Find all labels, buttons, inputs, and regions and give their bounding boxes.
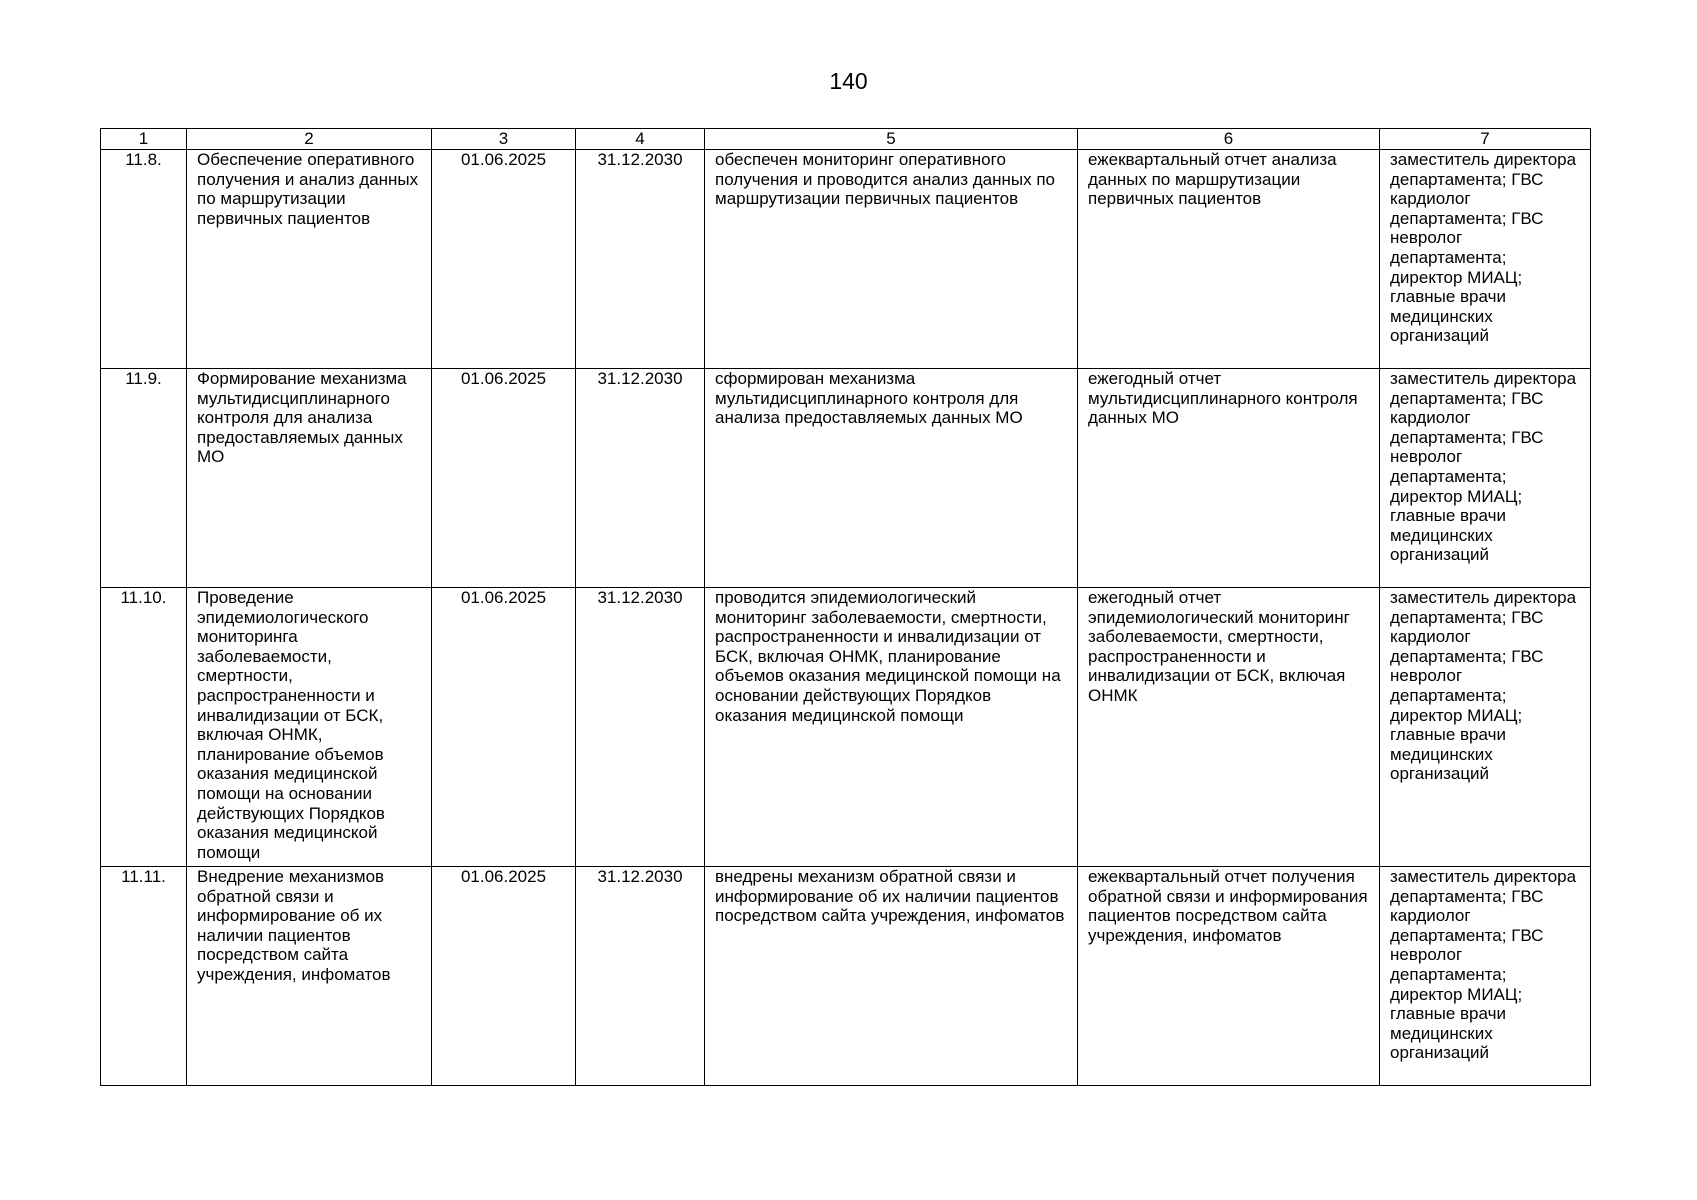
control-cell: ежеквартальный отчет анализа данных по маршрутизации первичных пациентов (1078, 150, 1380, 369)
start-date-cell: 01.06.2025 (432, 150, 576, 369)
task-cell: Внедрение механизмов обратной связи и информирование об их наличии пациентов посредством сайта учреждения, инфоматов (187, 867, 432, 1086)
end-date-cell: 31.12.2030 (576, 150, 705, 369)
header-col-1: 1 (101, 129, 187, 150)
responsible-cell: заместитель директора департамента; ГВС кардиолог департамента; ГВС невролог департамента; директор МИАЦ; главные врачи медицинских организаций (1380, 867, 1591, 1086)
table-row (101, 867, 1591, 1086)
header-col-5: 5 (705, 129, 1078, 150)
table-row (101, 150, 1591, 369)
row-number-cell: 11.8. (101, 150, 187, 369)
result-cell: проводится эпидемиологический мониторинг заболеваемости, смертности, распространенности и инвалидизации от БСК, включая ОНМК, планирование объемов оказания медицинской помощи на основании действующих Порядков оказания медицинской помощи (705, 588, 1078, 867)
control-cell: ежегодный отчет эпидемиологический мониторинг заболеваемости, смертности, распространенности и инвалидизации от БСК, включая ОНМК (1078, 588, 1380, 867)
end-date-cell: 31.12.2030 (576, 867, 705, 1086)
start-date-cell: 01.06.2025 (432, 588, 576, 867)
result-cell: обеспечен мониторинг оперативного получения и проводится анализ данных по маршрутизации первичных пациентов (705, 150, 1078, 369)
row-number-cell: 11.11. (101, 867, 187, 1086)
control-cell: ежеквартальный отчет получения обратной связи и информирования пациентов посредством сайта учреждения, инфоматов (1078, 867, 1380, 1086)
control-cell: ежегодный отчет мультидисциплинарного контроля данных МО (1078, 369, 1380, 588)
table-row (101, 369, 1591, 588)
end-date-cell: 31.12.2030 (576, 588, 705, 867)
row-number-cell: 11.9. (101, 369, 187, 588)
start-date-cell: 01.06.2025 (432, 369, 576, 588)
table-row (101, 588, 1591, 867)
header-col-7: 7 (1380, 129, 1591, 150)
header-col-2: 2 (187, 129, 432, 150)
responsible-cell: заместитель директора департамента; ГВС кардиолог департамента; ГВС невролог департамента; директор МИАЦ; главные врачи медицинских организаций (1380, 588, 1591, 867)
header-col-3: 3 (432, 129, 576, 150)
responsible-cell: заместитель директора департамента; ГВС кардиолог департамента; ГВС невролог департамента; директор МИАЦ; главные врачи медицинских организаций (1380, 150, 1591, 369)
task-cell: Проведение эпидемиологического мониторинга заболеваемости, смертности, распространенности и инвалидизации от БСК, включая ОНМК, планирование объемов оказания медицинской помощи на основании действующих Порядков оказания медицинской помощи (187, 588, 432, 867)
result-cell: сформирован механизма мультидисциплинарного контроля для анализа предоставляемых данных МО (705, 369, 1078, 588)
action-plan-table (100, 128, 1591, 1086)
task-cell: Формирование механизма мультидисциплинарного контроля для анализа предоставляемых данных МО (187, 369, 432, 588)
task-cell: Обеспечение оперативного получения и анализ данных по маршрутизации первичных пациентов (187, 150, 432, 369)
header-col-4: 4 (576, 129, 705, 150)
header-row (101, 129, 1591, 150)
result-cell: внедрены механизм обратной связи и информирование об их наличии пациентов посредством сайта учреждения, инфоматов (705, 867, 1078, 1086)
page-number: 140 (829, 68, 868, 94)
responsible-cell: заместитель директора департамента; ГВС кардиолог департамента; ГВС невролог департамента; директор МИАЦ; главные врачи медицинских организаций (1380, 369, 1591, 588)
start-date-cell: 01.06.2025 (432, 867, 576, 1086)
header-col-6: 6 (1078, 129, 1380, 150)
row-number-cell: 11.10. (101, 588, 187, 867)
end-date-cell: 31.12.2030 (576, 369, 705, 588)
